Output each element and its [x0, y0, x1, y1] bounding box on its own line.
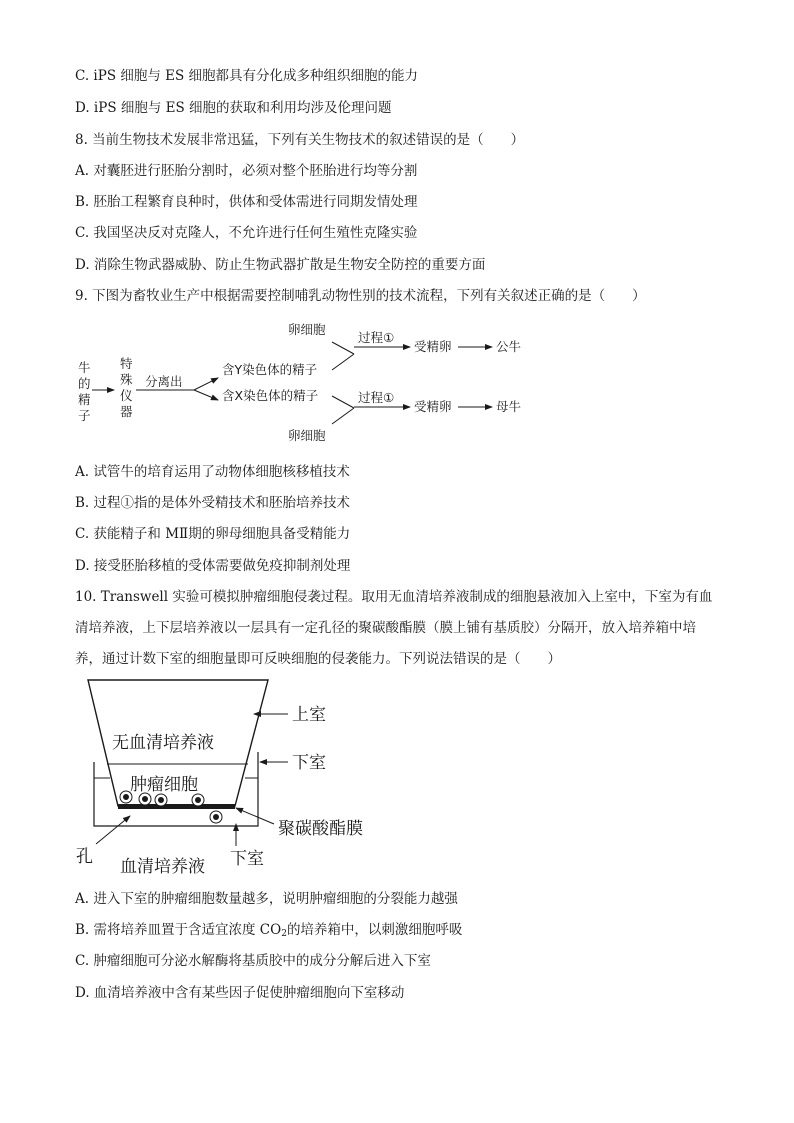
q7-option-d: D. iPS 细胞与 ES 细胞的获取和利用均涉及伦理问题	[75, 100, 392, 116]
q7-option-c: C. iPS 细胞与 ES 细胞都具有分化成多种组织细胞的能力	[75, 68, 419, 84]
sperm-source-label-4: 子	[78, 408, 91, 423]
q8-option-b: B. 胚胎工程繁育良种时，供体和受体需进行同期发情处理	[75, 194, 418, 210]
q10-stem-line1: 10. Transwell 实验可模拟肿瘤细胞侵袭过程。取用无血清培养液制成的细胞悬液加入上室中，下室为有血	[75, 589, 713, 605]
sperm-source-label-3: 精	[78, 392, 91, 407]
branch-up-arrow	[194, 378, 218, 390]
y-sperm-label: 含Y染色体的精子	[222, 362, 318, 377]
pore-label: 孔	[76, 847, 93, 867]
q8-option-a: A. 对囊胚进行胚胎分割时，必须对整个胚胎进行均等分割	[75, 163, 418, 179]
q9-flow-diagram	[70, 318, 550, 450]
q9-option-a: A. 试管牛的培育运用了动物体细胞核移植技术	[75, 464, 350, 480]
q9-option-b: B. 过程①指的是体外受精技术和胚胎培养技术	[75, 495, 351, 511]
lower-bottom-label: 下室	[230, 849, 264, 869]
q10-option-a: A. 进入下室的肿瘤细胞数量越多，说明肿瘤细胞的分裂能力越强	[75, 891, 458, 907]
q9-option-c: C. 获能精子和 MⅡ期的卵母细胞具备受精能力	[75, 526, 351, 542]
q9-stem: 9. 下图为畜牧业生产中根据需要控制哺乳动物性别的技术流程，下列有关叙述正确的是（ ）	[75, 288, 646, 304]
device-label-1: 特	[120, 356, 133, 371]
membrane-bar	[118, 804, 235, 809]
q10-stem-line3: 养，通过计数下室的细胞量即可反映细胞的侵袭能力。下列说法错误的是（ ）	[75, 651, 561, 667]
q8-stem: 8. 当前生物技术发展非常迅猛，下列有关生物技术的叙述错误的是（ ）	[75, 132, 525, 148]
process-top-label: 过程①	[358, 330, 395, 345]
device-label-3: 仪	[120, 388, 133, 403]
co2-subscript: 2	[281, 929, 287, 939]
upper-label: 上室	[292, 705, 326, 725]
q10-stem-line2: 清培养液，上下层培养液以一层具有一定孔径的聚碳酸酯膜（膜上铺有基质胶）分隔开，放入培养箱中培	[75, 620, 696, 636]
device-label-4: 器	[120, 404, 133, 419]
q10-option-d: D. 血清培养液中含有某些因子促使肿瘤细胞向下室移动	[75, 985, 405, 1001]
zygote-top-label: 受精卵	[414, 339, 452, 354]
branch-down-arrow	[194, 390, 218, 400]
bottom-join-2	[332, 408, 354, 424]
zygote-bottom-label: 受精卵	[414, 399, 452, 414]
egg-top-label: 卵细胞	[288, 322, 326, 337]
top-join-2	[332, 342, 354, 354]
sperm-source-label-2: 的	[78, 376, 91, 391]
result-bottom-label: 母牛	[496, 399, 522, 414]
serum-free-label: 无血清培养液	[112, 733, 214, 753]
tumor-label: 肿瘤细胞	[130, 775, 198, 795]
q10-option-b-pre: B. 需将培养皿置于含适宜浓度 CO	[75, 922, 282, 938]
sperm-source-label: 牛	[78, 360, 91, 375]
process-bottom-label: 过程①	[358, 390, 395, 405]
lower-right-label: 下室	[292, 753, 326, 773]
q10-option-b	[75, 921, 462, 943]
membrane-label: 聚碳酸酯膜	[278, 819, 363, 839]
q10-option-c: C. 肿瘤细胞可分泌水解酶将基质胶中的成分分解后进入下室	[75, 953, 431, 969]
q10-option-b-post: 的培养箱中，以刺激细胞呼吸	[286, 922, 463, 938]
q8-option-d: D. 消除生物武器威胁、防止生物武器扩散是生物安全防控的重要方面	[75, 257, 486, 273]
x-sperm-label: 含X染色体的精子	[222, 388, 319, 403]
bottom-join-1	[332, 396, 354, 408]
membrane-arrow	[236, 808, 274, 824]
q10-transwell-diagram	[70, 676, 390, 876]
separate-label: 分离出	[145, 374, 183, 389]
q8-option-c: C. 我国坚决反对克隆人，不允许进行任何生殖性克隆实验	[75, 225, 418, 241]
q9-option-d: D. 接受胚胎移植的受体需要做免疫抑制剂处理	[75, 558, 351, 574]
egg-bottom-label: 卵细胞	[288, 428, 326, 443]
pore-arrow	[96, 816, 130, 844]
serum-label: 血清培养液	[120, 857, 205, 876]
result-top-label: 公牛	[496, 339, 522, 354]
top-join-1	[332, 354, 354, 370]
device-label-2: 殊	[120, 372, 133, 387]
